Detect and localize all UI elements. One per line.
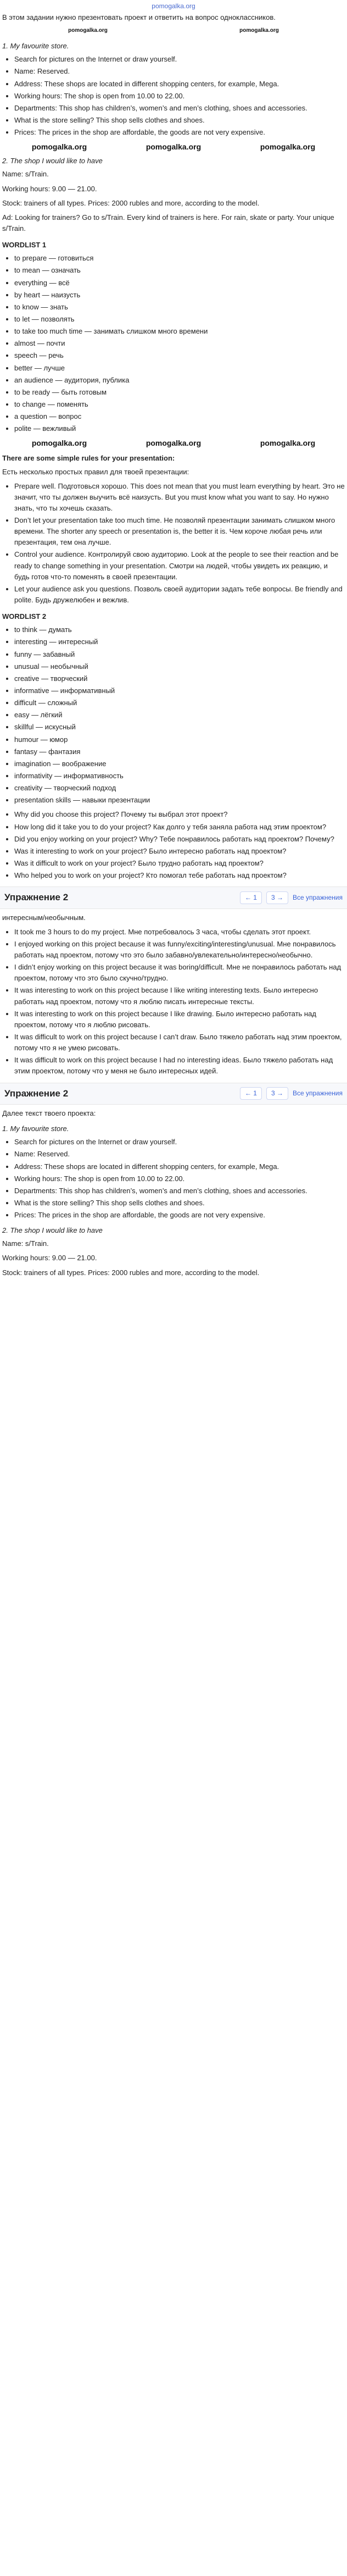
word-item: • polite — вежливый — [14, 423, 345, 434]
wordlist-title: WORDLIST 2 — [2, 612, 47, 621]
list-item: • Departments: This shop has children’s, women’s and men’s clothing, shoes and accessories. — [14, 103, 345, 114]
word-item: • to be ready — быть готовым — [14, 387, 345, 398]
word-item: • to know — знать — [14, 302, 345, 313]
questions-list — [2, 809, 345, 881]
wordlist-1 — [2, 253, 345, 434]
word-item: • presentation skills — навыки презентации — [14, 795, 345, 806]
section-title: 1. My favourite store. — [2, 42, 69, 51]
rule-item: • Prepare well. Подготовься хорошо. This does not mean that you must learn everything by heart. Это не значит, что ты должен выучить всё наизусть. But you must know what you want to say. Но нужно знать, что ты хочешь сказать. — [14, 481, 345, 514]
list-item: • Working hours: The shop is open from 10.00 to 22.00. — [14, 91, 345, 102]
list-item: • Address: These shops are located in different shopping centers, for example, Mega. — [14, 79, 345, 90]
list-item: • Prices: The prices in the shop are affordable, the goods are not very expensive. — [14, 127, 345, 138]
question-item: • Why did you choose this project? Почему ты выбрал этот проект? — [14, 809, 345, 820]
word-item: • to prepare — готовиться — [14, 253, 345, 264]
word-item: • easy — лёгкий — [14, 710, 345, 721]
section-title: 2. The shop I would like to have — [2, 157, 103, 165]
prev-exercise-button[interactable]: ← 1 — [240, 891, 262, 904]
project-text-section — [0, 1108, 347, 1278]
exercise-nav-panel — [0, 1083, 347, 1105]
wordlist-title: WORDLIST 1 — [2, 241, 47, 250]
list-item: • Prices: The prices in the shop are affordable, the goods are not very expensive. — [14, 1210, 345, 1221]
section-title: 2. The shop I would like to have — [2, 1226, 103, 1235]
word-item: • a question — вопрос — [14, 411, 345, 422]
shop-hours: Working hours: 9.00 — 21.00. — [2, 1254, 97, 1262]
list-item: • Working hours: The shop is open from 10.00 to 22.00. — [14, 1173, 345, 1184]
word-item: • creativity — творческий подход — [14, 783, 345, 794]
word-item: • creative — творческий — [14, 673, 345, 684]
word-item: • skillful — искусный — [14, 722, 345, 733]
watermark: pomogalka.org — [145, 142, 202, 152]
word-item: • interesting — интересный — [14, 636, 345, 647]
answer-item: • I enjoyed working on this project because it was funny/exciting/interesting/unusual. Мне понравилось работать над проектом, потому что это было забавно/увлекательно/интересно/необычно. — [14, 939, 345, 961]
watermark-row — [2, 141, 345, 151]
shop-name: Name: s/Train. — [2, 170, 49, 179]
rule-item: • Control your audience. Контролируй свою аудиторию. Look at the people to see their reaction and be ready to change something in your presentation. Смотри на людей, чтобы увидеть их реакцию, и будь готов что-то поменять в своей презентации. — [14, 549, 345, 582]
next-exercise-button[interactable]: 3 → — [266, 891, 288, 904]
list-item: • Address: These shops are located in different shopping centers, for example, Mega. — [14, 1161, 345, 1172]
shop-stock: Stock: trainers of all types. Prices: 2000 rubles and more, according to the model. — [2, 198, 260, 207]
question-item: • How long did it take you to do your project? Как долго у тебя заняла работа над этим проектом? — [14, 822, 345, 833]
list-item: • What is the store selling? This shop sells clothes and shoes. — [14, 115, 345, 126]
site-domain[interactable]: pomogalka.org — [152, 2, 195, 10]
word-item: • informative — информативный — [14, 685, 345, 696]
word-item: • to think — думать — [14, 624, 345, 635]
shop-hours: Working hours: 9.00 — 21.00. — [2, 184, 97, 193]
question-item: • Was it difficult to work on your project? Было трудно работать над проектом? — [14, 858, 345, 869]
word-item: • funny — забавный — [14, 649, 345, 660]
word-item: • to mean — означать — [14, 265, 345, 276]
shop-stock: Stock: trainers of all types. Prices: 2000 rubles and more, according to the model. — [2, 1268, 260, 1277]
word-item: • speech — речь — [14, 350, 345, 361]
list-item: • Search for pictures on the Internet or draw yourself. — [14, 1137, 345, 1148]
word-item: • fantasy — фантазия — [14, 746, 345, 757]
answer-item: • It was difficult to work on this project because I had no interesting ideas. Было тяжело работать над этим проектом, потому что у меня не было интересных идей. — [14, 1055, 345, 1077]
answer-item: • It was interesting to work on this project because I like writing interesting texts. Было интересно работать над проектом, потому что я люблю писать интересные тексты. — [14, 985, 345, 1007]
next-exercise-button[interactable]: 3 → — [266, 1087, 288, 1100]
pager — [240, 891, 343, 904]
watermark: pomogalka.org — [260, 142, 316, 152]
intro-text: В этом задании нужно презентовать проект и ответить на вопрос одноклассников. — [2, 13, 276, 21]
word-item: • to let — позволять — [14, 314, 345, 325]
shop-name: Name: s/Train. — [2, 1239, 49, 1248]
word-item: • by heart — наизусть — [14, 290, 345, 301]
rules-subtitle: Есть несколько простых правил для твоей презентации: — [2, 467, 189, 476]
exercise-title: Упражнение 2 — [4, 1088, 69, 1099]
answer-item: • It took me 3 hours to do my project. Мне потребовалось 3 часа, чтобы сделать этот проект. — [14, 927, 345, 938]
word-item: • informativity — информативность — [14, 771, 345, 782]
list-item: • Name: Reserved. — [14, 1149, 345, 1160]
watermark: pomogalka.org — [31, 142, 87, 152]
store-list — [2, 1137, 345, 1221]
word-item: • everything — всё — [14, 278, 345, 289]
list-item: • Search for pictures on the Internet or draw yourself. — [14, 54, 345, 65]
question-item: • Who helped you to work on your project? Кто помогал тебе работать над проектом? — [14, 870, 345, 881]
question-item: • Did you enjoy working on your project? Why? Тебе понравилось работать над проектом? Почему? — [14, 834, 345, 845]
answers-list — [2, 927, 345, 1077]
question-item: • Was it interesting to work on your project? Было интересно работать над проектом? — [14, 846, 345, 857]
answer-item: • It was difficult to work on this project because I can’t draw. Было тяжело работать над этим проектом, потому что я не умею рисовать. — [14, 1032, 345, 1054]
list-item: • Name: Reserved. — [14, 66, 345, 77]
word-item: • almost — почти — [14, 338, 345, 349]
watermark: pomogalka.org — [31, 439, 87, 448]
answer-item: • I didn’t enjoy working on this project because it was boring/difficult. Мне не понравилось работать над проектом, потому что это было скучно/трудно. — [14, 962, 345, 984]
exercise-title: Упражнение 2 — [4, 892, 69, 903]
word-item: • an audience — аудитория, публика — [14, 375, 345, 386]
list-item: • What is the store selling? This shop sells clothes and shoes. — [14, 1198, 345, 1209]
all-exercises-link[interactable]: Все упражнения — [292, 894, 343, 902]
word-item: • imagination — воображение — [14, 758, 345, 769]
all-exercises-link[interactable]: Все упражнения — [292, 1089, 343, 1098]
rules-title: There are some simple rules for your presentation: — [2, 454, 175, 463]
rule-item: • Let your audience ask you questions. Позволь своей аудитории задать тебе вопросы. Be friendly and polite. Будь дружелюбен и вежлив. — [14, 584, 345, 606]
watermark-row — [2, 437, 345, 447]
shop-ad: Ad: Looking for trainers? Go to s/Train. Every kind of trainers is here. For rain, skate or party. Your unique s/Train. — [2, 213, 334, 232]
wordlist-2 — [2, 624, 345, 806]
watermark: pomogalka.org — [239, 27, 279, 34]
watermark: pomogalka.org — [68, 27, 108, 34]
store-list — [2, 54, 345, 138]
word-item: • unusual — необычный — [14, 661, 345, 672]
exercise-nav-panel — [0, 887, 347, 908]
watermark: pomogalka.org — [145, 439, 202, 448]
watermark: pomogalka.org — [260, 439, 316, 448]
watermark-row — [2, 26, 345, 36]
pager — [240, 1087, 343, 1100]
section-title: 1. My favourite store. — [2, 1124, 69, 1133]
cut-text: интересным/необычным. — [2, 913, 86, 922]
word-item: • difficult — сложный — [14, 697, 345, 708]
word-item: • to change — поменять — [14, 399, 345, 410]
answers-section — [0, 912, 347, 1077]
word-item: • humour — юмор — [14, 734, 345, 745]
repeat-intro: Далее текст твоего проекта: — [2, 1109, 96, 1117]
answer-item: • It was interesting to work on this project because I like drawing. Было интересно работать над проектом, потому что я люблю рисовать. — [14, 1009, 345, 1031]
prev-exercise-button[interactable]: ← 1 — [240, 1087, 262, 1100]
page — [0, 0, 347, 1278]
word-item: • better — лучше — [14, 363, 345, 374]
rules-list — [2, 481, 345, 606]
rule-item: • Don’t let your presentation take too much time. Не позволяй презентации занимать слишком много времени. The shorter any speech or presentation is, the better it is. Чем короче любая речь или презентация, тем она лучше. — [14, 515, 345, 548]
list-item: • Departments: This shop has children’s, women’s and men’s clothing, shoes and accessories. — [14, 1185, 345, 1196]
word-item: • to take too much time — занимать слишком много времени — [14, 326, 345, 337]
article — [0, 12, 347, 881]
